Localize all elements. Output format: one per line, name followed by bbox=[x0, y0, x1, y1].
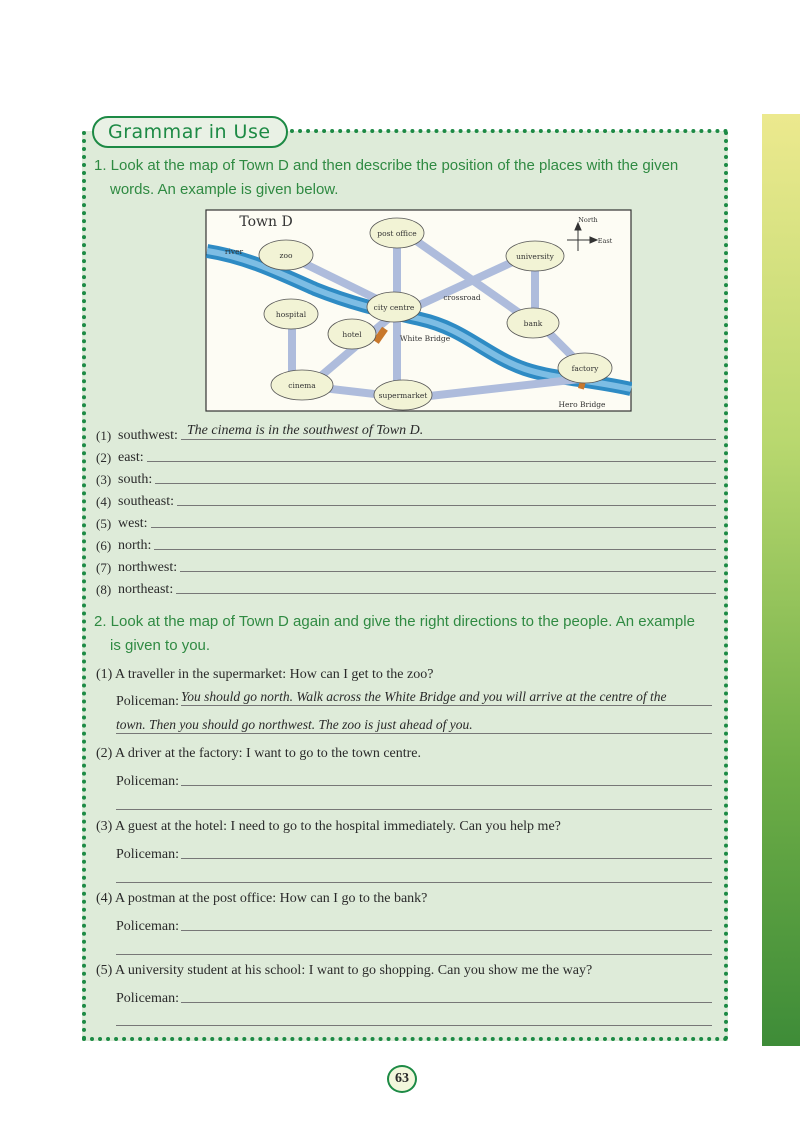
policeman-label: Policeman: bbox=[116, 991, 179, 1006]
policeman-label: Policeman: bbox=[116, 919, 179, 934]
ex1-item-8 bbox=[96, 576, 716, 598]
hotel-label: hotel bbox=[342, 330, 362, 339]
ex1-num: (6) bbox=[96, 538, 112, 553]
ex1-item-6 bbox=[96, 532, 716, 554]
ex1-item-7 bbox=[96, 554, 716, 576]
ex1-answer-line[interactable] bbox=[180, 555, 716, 572]
ex2-answer-3 bbox=[116, 841, 712, 863]
task2-line2: is given to you. bbox=[110, 637, 211, 654]
ex1-answer-line[interactable] bbox=[147, 445, 716, 462]
ex2-answer-line-2[interactable]: town. Then you should go northwest. The zoo is just ahead of you. bbox=[116, 712, 712, 734]
page-number-text: 63 bbox=[395, 1071, 409, 1086]
cinema-label: cinema bbox=[288, 381, 316, 390]
ex1-item-5 bbox=[96, 510, 716, 532]
policeman-label: Policeman: bbox=[116, 774, 179, 789]
ex2-answer-1 bbox=[116, 688, 712, 710]
university-label: university bbox=[516, 252, 554, 261]
ex2-answer-4 bbox=[116, 913, 712, 935]
factory-label: factory bbox=[571, 364, 599, 373]
ex2-answer-line-2[interactable] bbox=[116, 1004, 712, 1026]
ex1-label: northwest: bbox=[118, 560, 178, 575]
ex2-question-1: (1) A traveller in the supermarket: How can I get to the zoo? bbox=[96, 667, 434, 682]
ex1-num: (2) bbox=[96, 450, 112, 465]
ex2-answer-line[interactable] bbox=[181, 986, 712, 1003]
task1-line1: 1. Look at the map of Town D and then describe the position of the places with the given bbox=[94, 157, 679, 174]
section-title bbox=[92, 116, 288, 148]
ex2-answer-line[interactable]: You should go north. Walk across the White Bridge and you will arrive at the centre of the bbox=[181, 689, 712, 706]
ex1-answer-line[interactable]: The cinema is in the southwest of Town D. bbox=[181, 423, 716, 440]
ex1-item-2 bbox=[96, 444, 716, 466]
ex1-item-1 bbox=[96, 422, 716, 444]
map-title: Town D bbox=[239, 214, 293, 230]
side-color-tab bbox=[762, 114, 800, 1046]
ex1-label: south: bbox=[118, 472, 153, 487]
panel-top-border bbox=[290, 129, 728, 133]
supermarket-label: supermarket bbox=[378, 391, 428, 400]
ex1-answer-line[interactable] bbox=[151, 511, 716, 528]
city-centre-label: city centre bbox=[373, 303, 415, 312]
ex1-label: west: bbox=[118, 516, 148, 531]
section-title-text: Grammar in Use bbox=[108, 121, 271, 143]
policeman-label: Policeman: bbox=[116, 847, 179, 862]
ex1-item-4 bbox=[96, 488, 716, 510]
ex1-item-3 bbox=[96, 466, 716, 488]
ex2-answer-line[interactable] bbox=[181, 914, 712, 931]
ex2-question-5: (5) A university student at his school: I want to go shopping. Can you show me the way? bbox=[96, 963, 593, 978]
policeman-label: Policeman: bbox=[116, 694, 179, 709]
crossroad-label: crossroad bbox=[443, 293, 481, 302]
ex2-answer-line[interactable] bbox=[181, 842, 712, 859]
ex1-num: (8) bbox=[96, 582, 112, 597]
ex2-answer-line-2[interactable] bbox=[116, 933, 712, 955]
river-label: river bbox=[224, 247, 244, 256]
town-map-svg bbox=[205, 209, 632, 412]
ex1-label: northeast: bbox=[118, 582, 174, 597]
ex2-question-4: (4) A postman at the post office: How can I go to the bank? bbox=[96, 891, 428, 906]
ex1-label: east: bbox=[118, 450, 144, 465]
ex1-answer-line[interactable] bbox=[155, 467, 716, 484]
ex2-question-2: (2) A driver at the factory: I want to go to the town centre. bbox=[96, 746, 422, 761]
task1-instruction bbox=[94, 154, 724, 202]
bank-label: bank bbox=[523, 319, 543, 328]
ex2-answer-line[interactable] bbox=[181, 769, 712, 786]
ex1-num: (4) bbox=[96, 494, 112, 509]
ex1-answer-line[interactable] bbox=[154, 533, 716, 550]
zoo-label: zoo bbox=[279, 251, 293, 260]
ex2-question-3: (3) A guest at the hotel: I need to go to the hospital immediately. Can you help me? bbox=[96, 819, 561, 834]
ex1-num: (3) bbox=[96, 472, 112, 487]
ex2-answer-2 bbox=[116, 768, 712, 790]
white-bridge-label: White Bridge bbox=[399, 334, 451, 343]
ex1-answer-line[interactable] bbox=[177, 489, 716, 506]
task1-line2: words. An example is given below. bbox=[110, 181, 339, 198]
task2-line1: 2. Look at the map of Town D again and give the right directions to the people. An example bbox=[94, 613, 695, 630]
ex1-label: southwest: bbox=[118, 428, 178, 443]
compass-east: East bbox=[597, 237, 613, 245]
ex2-answer-line-2[interactable] bbox=[116, 861, 712, 883]
post-office-label: post office bbox=[377, 229, 417, 238]
page-number bbox=[387, 1065, 417, 1093]
town-map bbox=[205, 209, 632, 412]
compass-north: North bbox=[578, 216, 598, 224]
ex1-num: (5) bbox=[96, 516, 112, 531]
ex1-answer-line[interactable] bbox=[176, 577, 716, 594]
ex2-answer-line-2[interactable] bbox=[116, 788, 712, 810]
ex1-num: (7) bbox=[96, 560, 112, 575]
ex1-num: (1) bbox=[96, 428, 112, 443]
task2-instruction bbox=[94, 610, 724, 658]
hero-bridge-label: Hero Bridge bbox=[558, 400, 606, 409]
ex1-label: southeast: bbox=[118, 494, 174, 509]
ex1-label: north: bbox=[118, 538, 152, 553]
hospital-label: hospital bbox=[275, 310, 307, 319]
